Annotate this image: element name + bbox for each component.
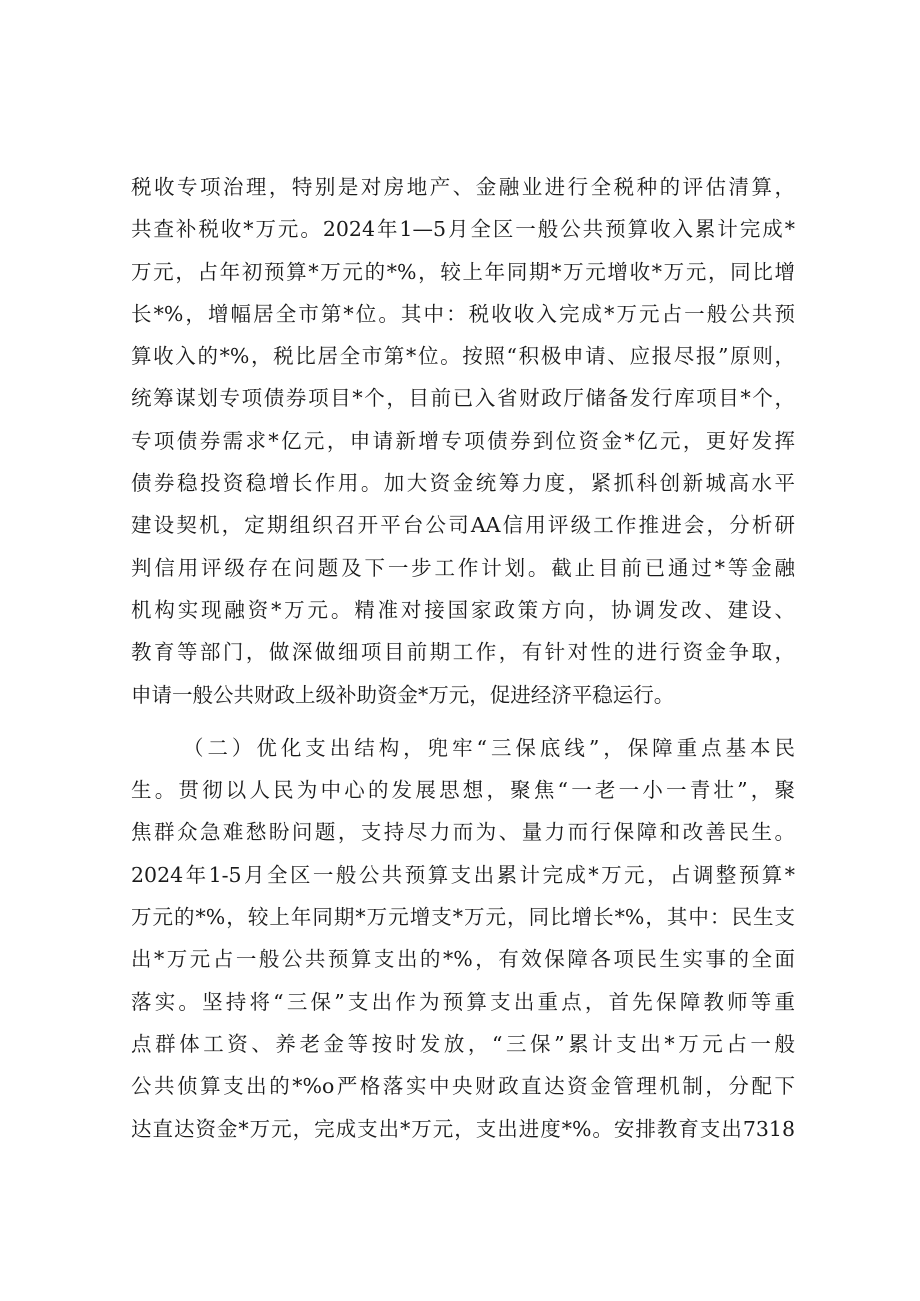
text-line: 判信用评级存在问题及下一步工作计划。截止目前已通过*等金融 <box>131 555 795 580</box>
document-body <box>131 166 795 1150</box>
text-line: 算收入的*%，税比居全市第*位。按照“积极申请、应报尽报”原则， <box>131 344 795 369</box>
text-line: 达直达资金*万元，完成支出*万元，支出进度*%。安排教育支出7318 <box>131 1116 795 1141</box>
text-line: 建设契机，定期组织召开平台公司AA信用评级工作推进会，分析研 <box>131 513 795 538</box>
text-line: 共查补税收*万元。2024年1—5月全区一般公共预算收入累计完成* <box>131 217 795 242</box>
paragraph-2 <box>131 727 795 1150</box>
text-line: 教育等部门，做深做细项目前期工作，有针对性的进行资金争取， <box>131 640 795 665</box>
text-line: 点群体工资、养老金等按时发放，“三保”累计支出*万元占一般 <box>131 1031 795 1056</box>
text-line: 专项债券需求*亿元，申请新增专项债券到位资金*亿元，更好发挥 <box>131 428 795 453</box>
text-line: 税收专项治理，特别是对房地产、金融业进行全税种的评估清算， <box>131 175 795 199</box>
section-heading-line: （二）优化支出结构，兜牢“三保底线”，保障重点基本民 <box>183 735 795 760</box>
text-line: 长*%，增幅居全市第*位。其中：税收收入完成*万元占一般公共预 <box>131 301 795 326</box>
text-line: 申请一般公共财政上级补助资金*万元，促进经济平稳运行。 <box>131 682 675 707</box>
text-line: 统筹谋划专项债券项目*个，目前已入省财政厅储备发行库项目*个， <box>131 386 795 411</box>
paragraph-1 <box>131 166 795 716</box>
text-line: 万元的*%，较上年同期*万元增支*万元，同比增长*%，其中：民生支 <box>131 905 795 930</box>
text-line: 生。贯彻以人民为中心的发展思想，聚焦“一老一小一青壮”，聚 <box>131 778 795 803</box>
text-line: 机构实现融资*万元。精准对接国家政策方向，协调发改、建设、 <box>131 597 795 622</box>
text-line: 出*万元占一般公共预算支出的*%，有效保障各项民生实事的全面 <box>131 947 795 972</box>
text-line: 2024年1-5月全区一般公共预算支出累计完成*万元，占调整预算* <box>131 862 795 887</box>
text-line: 公共侦算支出的*%o严格落实中央财政直达资金管理机制，分配下 <box>131 1074 795 1099</box>
text-line: 焦群众急难愁盼问题，支持尽力而为、量力而行保障和改善民生。 <box>131 820 795 845</box>
paragraph-spacer <box>131 716 795 727</box>
text-line: 万元，占年初预算*万元的*%，较上年同期*万元增收*万元，同比增 <box>131 259 795 284</box>
text-line: 落实。坚持将“三保”支出作为预算支出重点，首先保障教师等重 <box>131 989 795 1014</box>
text-line: 债券稳投资稳增长作用。加大资金统筹力度，紧抓科创新城高水平 <box>131 471 795 496</box>
